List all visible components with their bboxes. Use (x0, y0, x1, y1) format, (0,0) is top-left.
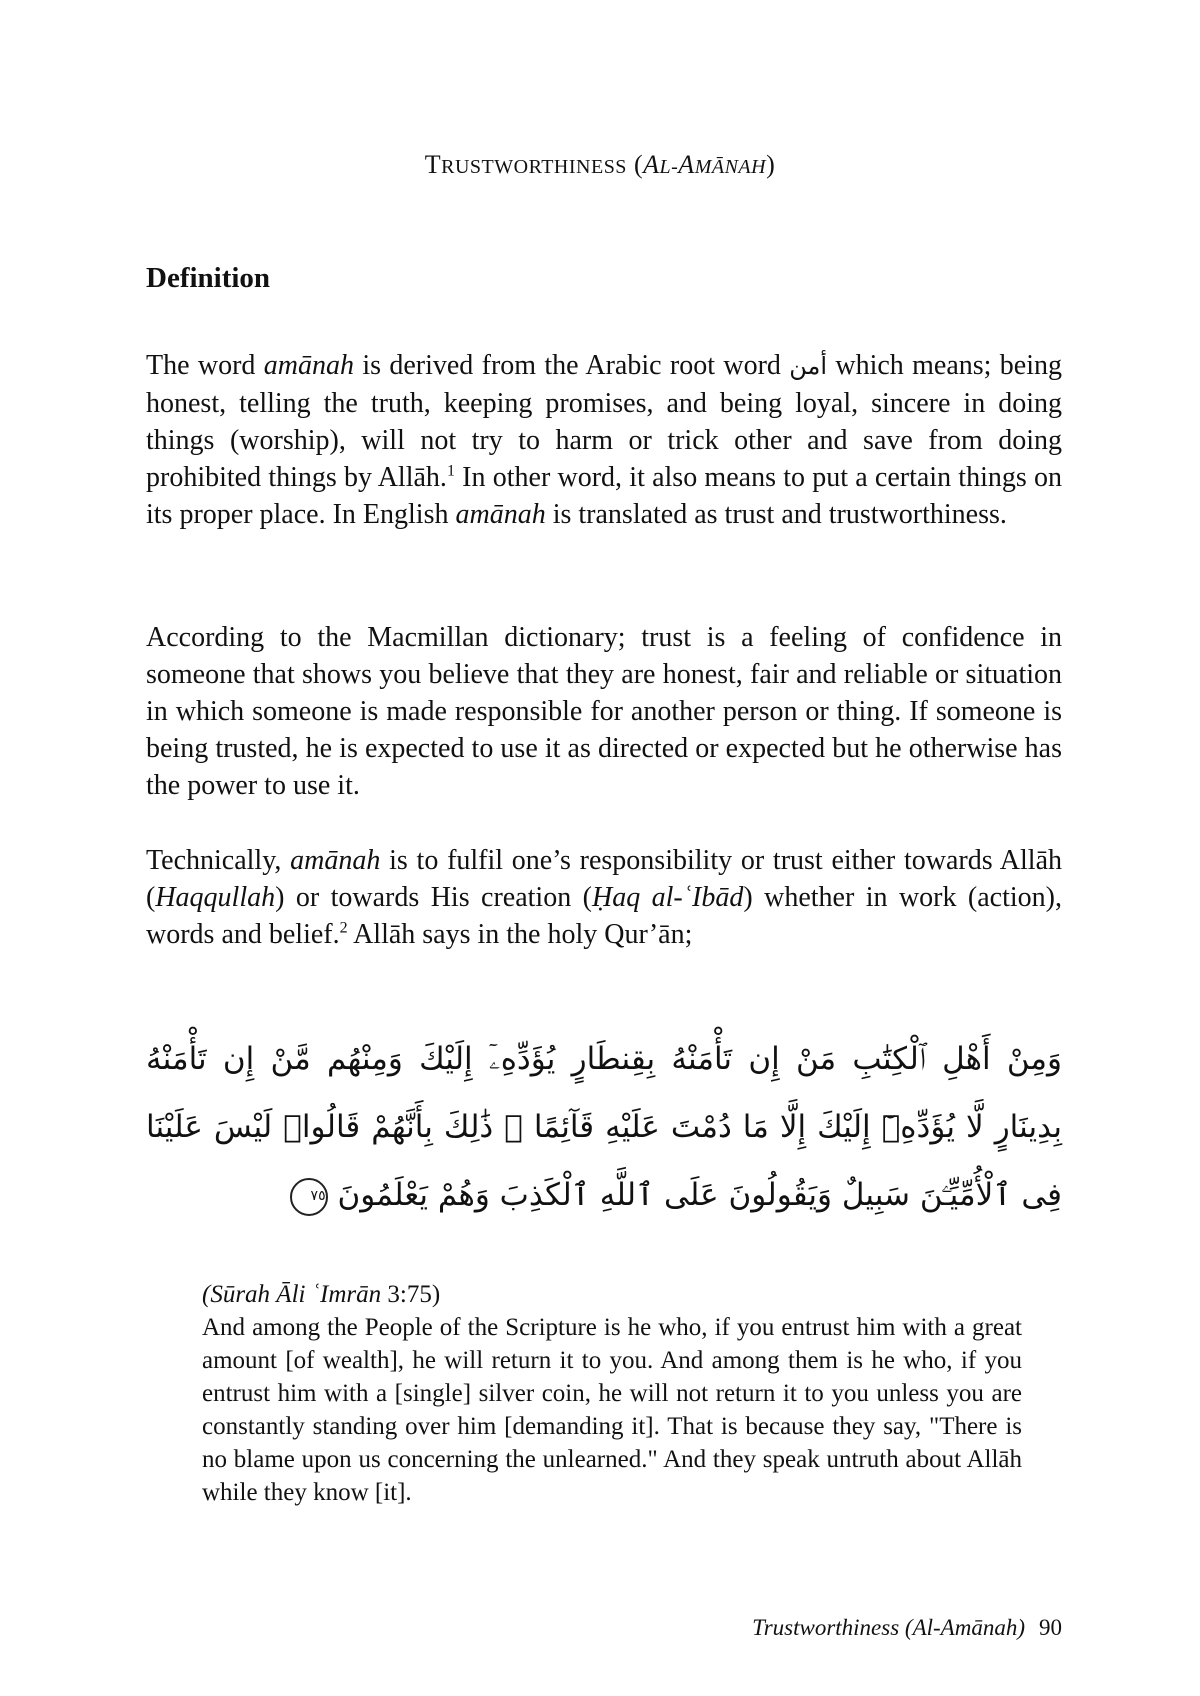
quran-line-3: فِى ٱلْأُمِّيِّـۧنَ سَبِيلٌ وَيَقُولُونَ عَلَى ٱللَّهِ ٱلْكَذِبَ وَهُمْ يَعْلَمُونَ ٧٥ (146, 1161, 1062, 1229)
arabic-root-word: أمن (789, 352, 828, 380)
technical-definition-paragraph: Technically, amānah is to fulfil one’s responsibility or trust either towards Allāh (Haqqullah) or towards His creation (Ḥaq al-ʿIbād) whether in work (action), words and belief.$^2$ Allāh says in the holy Qur’ān; (146, 845, 1062, 950)
section-heading: Definition (146, 262, 271, 294)
footnote-ref-2: 2 (339, 919, 348, 937)
title-initial: T (424, 150, 442, 179)
running-title: Trustworthiness (Al-Amānah) (752, 1615, 1025, 1640)
title-open-paren: ( (633, 150, 644, 179)
footnote-ref-1: 1 (446, 462, 455, 480)
quran-verse (146, 1025, 1062, 1229)
title-close-paren: ) (766, 150, 776, 179)
page-footer (600, 1615, 1062, 1641)
definition-paragraph: The word amānah is derived from the Arabic root word أمن which means; being honest, telling the truth, keeping promises, and being loyal, sincere in doing things (worship), will not try to harm or trick other and save from doing prohibited things by Allāh.$^1$ In other word, it also means to put a certain things on its proper place. In English amānah is translated as trust and trustworthiness. (146, 350, 1063, 530)
macmillan-paragraph: According to the Macmillan dictionary; trust is a feeling of confidence in someone that shows you believe that they are honest, fair and reliable or situation in which someone is made responsible for another person or thing. If someone is being trusted, he is expected to use it as directed or expected but he otherwise has the power to use it. (146, 622, 1062, 801)
verse-translation: And among the People of the Scripture is he who, if you entrust him with a great amount [of wealth], he will return it to you. And among them is he who, if you entrust him with a [single] silver coin, he will not return it to you unless you are constantly standing over him [demanding it]. That is because they say, "There is no blame upon us concerning the unlearned." And they speak untruth about Allāh while they know [it]. (202, 1314, 1022, 1506)
page-number: 90 (1039, 1615, 1062, 1640)
chapter-title (0, 150, 1200, 180)
quran-line-2: بِدِينَارٍ لَّا يُؤَدِّهِۦٓ إِلَيْكَ إِلَّا مَا دُمْتَ عَلَيْهِ قَآئِمًا ۗ ذَٰلِكَ بِأَنَّهُمْ قَالُوا۟ لَيْسَ عَلَيْنَا (146, 1109, 1062, 1145)
ayah-number-marker: ٧٥ (290, 1178, 328, 1216)
verse-reference: (Sūrah Āli ʿImrān 3:75) (202, 1281, 441, 1308)
quran-line-1: وَمِنْ أَهْلِ ٱلْكِتَٰبِ مَنْ إِن تَأْمَنْهُ بِقِنطَارٍ يُؤَدِّهِۦٓ إِلَيْكَ وَمِنْهُم مَّنْ إِن تَأْمَنْهُ (146, 1041, 1062, 1077)
title-arabic-term: AL-AMĀNAH (643, 150, 767, 179)
title-rest: RUSTWORTHINESS (441, 156, 627, 178)
